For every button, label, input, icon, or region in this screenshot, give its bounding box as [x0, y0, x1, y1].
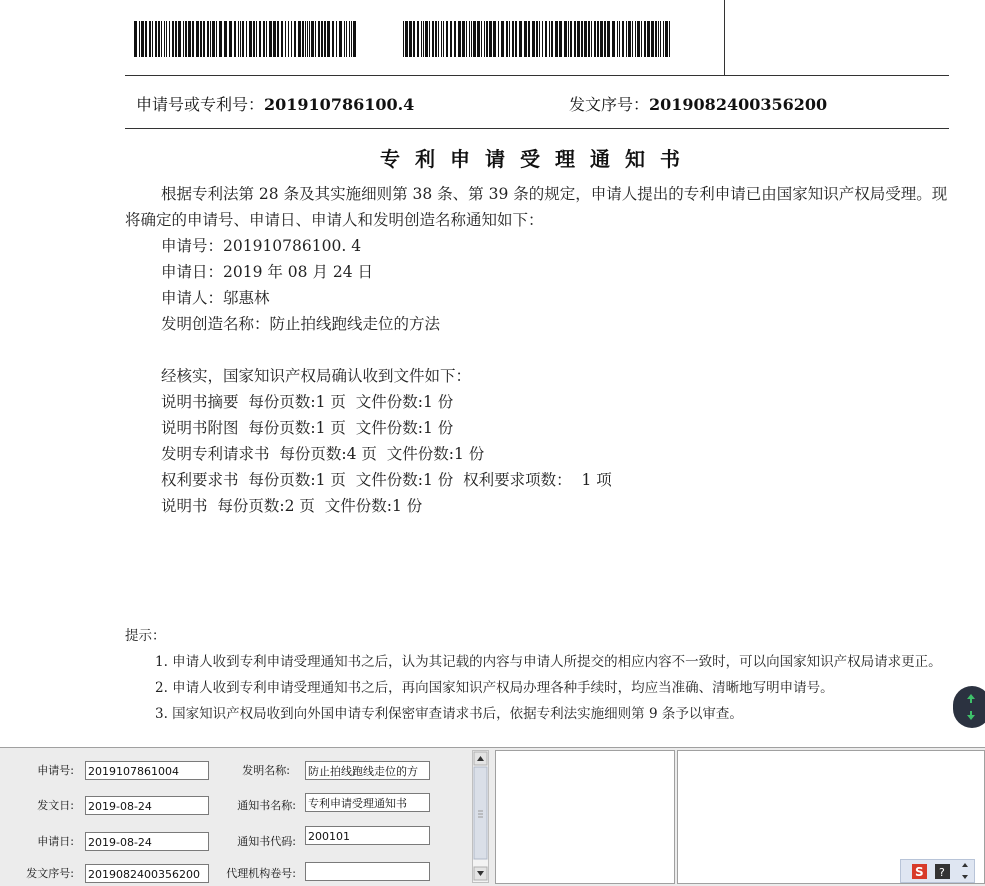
- form-notice-name-label: 通知书名称:: [237, 799, 296, 812]
- hint-item: 3. 国家知识产权局收到向外国申请专利保密审查请求书后，依据专利法实施细则第 9 条予以审查。: [155, 706, 743, 722]
- form-app-date-label: 申请日:: [37, 835, 74, 848]
- received-file: 发明专利请求书 每份页数:4 页 文件份数:1 份: [161, 445, 485, 463]
- header-app-number: 申请号或专利号：201910786100.4: [136, 95, 415, 114]
- hint-item: 2. 申请人收到专利申请受理通知书之后，再向国家知识产权局办理各种手续时，均应当准确、清晰地写明申请号。: [155, 680, 834, 696]
- page-scroll-control[interactable]: [953, 686, 985, 728]
- notice-field-invention: 发明创造名称：防止拍线跑线走位的方法: [161, 315, 441, 333]
- svg-text:?: ?: [939, 866, 945, 879]
- attachment-list-box-1[interactable]: [495, 750, 675, 884]
- barcode-left: [134, 21, 358, 57]
- form-invention-label: 发明名称:: [242, 764, 290, 777]
- form-send-date-label: 发文日:: [37, 799, 74, 812]
- notice-field-app-no: 申请号：201910786100. 4: [161, 237, 362, 255]
- record-form-panel: [0, 747, 985, 886]
- form-app-no-field[interactable]: 2019107861004: [85, 761, 209, 780]
- barcode-right: [403, 21, 673, 57]
- notice-body: [125, 181, 951, 519]
- form-notice-code-field[interactable]: 200101: [305, 826, 430, 845]
- scroll-arrows-icon[interactable]: [953, 686, 985, 728]
- list-scrollbar[interactable]: [472, 750, 489, 883]
- received-file: 说明书摘要 每份页数:1 页 文件份数:1 份: [161, 393, 454, 411]
- svg-text:S: S: [915, 865, 924, 879]
- hints-section: [125, 623, 951, 727]
- ime-icons[interactable]: [901, 860, 974, 882]
- header-divider-vertical: [724, 0, 725, 76]
- form-agency-no-field[interactable]: [305, 862, 430, 881]
- notice-field-applicant: 申请人：邬惠林: [161, 289, 270, 307]
- notice-title: 专利申请受理通知书: [380, 147, 695, 171]
- received-file: 权利要求书 每份页数:1 页 文件份数:1 份 权利要求项数： 1 项: [161, 471, 612, 489]
- form-doc-no-field[interactable]: 2019082400356200: [85, 864, 209, 883]
- form-app-date-field[interactable]: 2019-08-24: [85, 832, 209, 851]
- form-doc-no-label: 发文序号:: [26, 867, 74, 880]
- form-invention-field[interactable]: 防止拍线跑线走位的方: [305, 761, 430, 780]
- form-notice-code-label: 通知书代码:: [237, 835, 296, 848]
- form-notice-name-field[interactable]: 专利申请受理通知书: [305, 793, 430, 812]
- notice-intro: 根据专利法第 28 条及其实施细则第 38 条、第 39 条的规定，申请人提出的专利申请已由国家知识产权局受理。现将确定的申请号、申请日、申请人和发明创造名称通知如下：: [125, 185, 948, 229]
- hint-item: 1. 申请人收到专利申请受理通知书之后，认为其记载的内容与申请人所提交的相应内容不一致时，可以向国家知识产权局请求更正。: [155, 654, 942, 670]
- form-send-date-field[interactable]: 2019-08-24: [85, 796, 209, 815]
- form-agency-no-label: 代理机构卷号:: [226, 867, 296, 880]
- ime-toolbar[interactable]: [900, 859, 975, 883]
- received-file: 说明书 每份页数:2 页 文件份数:1 份: [161, 497, 423, 515]
- header-doc-number: 发文序号：2019082400356200: [569, 95, 828, 114]
- hints-label: 提示：: [125, 628, 166, 644]
- received-intro: 经核实，国家知识产权局确认收到文件如下：: [161, 367, 472, 385]
- form-app-no-label: 申请号:: [37, 764, 74, 777]
- scrollbar-arrows-icon[interactable]: [473, 751, 488, 882]
- header-rule-top: [125, 75, 949, 76]
- header-rule-bottom: [125, 128, 949, 129]
- received-file: 说明书附图 每份页数:1 页 文件份数:1 份: [161, 419, 454, 437]
- notice-field-app-date: 申请日：2019 年 08 月 24 日: [161, 263, 374, 281]
